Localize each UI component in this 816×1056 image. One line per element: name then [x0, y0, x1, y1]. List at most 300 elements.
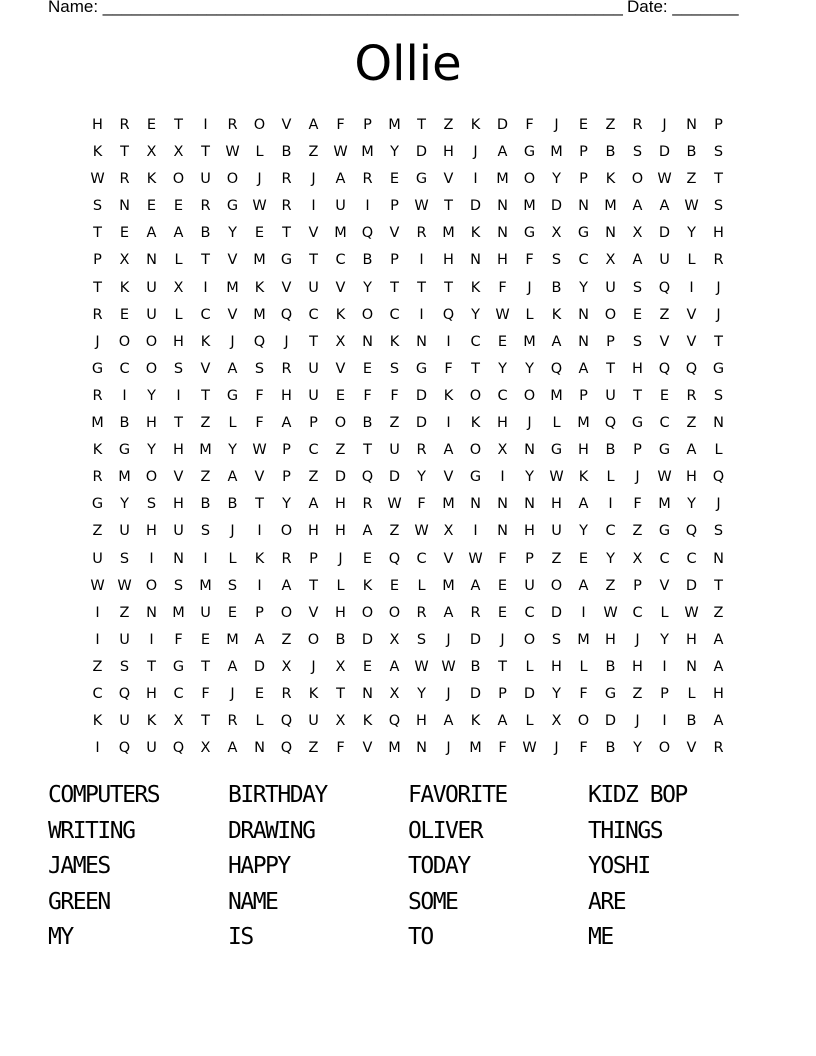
grid-letter: E — [497, 604, 508, 621]
grid-letter: R — [92, 387, 103, 404]
grid-letter: C — [686, 550, 697, 567]
grid-letter: F — [498, 279, 507, 296]
grid-letter: J — [311, 171, 316, 188]
grid-letter: I — [689, 279, 694, 296]
grid-letter: Y — [633, 740, 642, 757]
grid-letter: R — [713, 252, 724, 269]
grid-letter: A — [632, 252, 643, 269]
grid-letter: X — [443, 523, 454, 540]
grid-letter: K — [362, 577, 373, 594]
grid-letter: Y — [471, 306, 480, 323]
grid-letter: J — [635, 713, 640, 730]
grid-letter: R — [281, 171, 292, 188]
grid-letter: A — [713, 658, 724, 675]
grid-letter: M — [334, 225, 347, 242]
grid-letter: H — [146, 415, 157, 432]
grid-letter: I — [176, 387, 181, 404]
grid-letter: D — [415, 415, 428, 432]
grid-letter: T — [282, 225, 291, 242]
grid-letter: B — [686, 713, 697, 730]
grid-letter: A — [443, 442, 454, 459]
grid-letter: D — [604, 713, 617, 730]
grid-letter: X — [200, 740, 211, 757]
grid-letter: A — [497, 144, 508, 161]
grid-letter: T — [201, 713, 210, 730]
grid-letter: B — [605, 442, 616, 459]
grid-letter: P — [309, 415, 318, 432]
grid-letter: J — [554, 740, 559, 757]
grid-letter: G — [523, 144, 536, 161]
grid-row — [84, 139, 732, 166]
grid-letter: J — [635, 469, 640, 486]
grid-letter: R — [281, 198, 292, 215]
grid-letter: U — [119, 631, 130, 648]
grid-letter: T — [255, 496, 264, 513]
grid-letter: O — [469, 442, 482, 459]
grid-letter: L — [687, 252, 696, 269]
grid-letter: G — [118, 442, 131, 459]
grid-letter: Z — [92, 658, 103, 675]
grid-letter: H — [497, 415, 508, 432]
grid-letter: G — [415, 360, 428, 377]
grid-letter: V — [227, 252, 238, 269]
grid-letter: W — [90, 171, 105, 188]
grid-letter: S — [632, 144, 643, 161]
grid-letter: S — [227, 577, 238, 594]
grid-letter: B — [686, 144, 697, 161]
grid-letter: J — [554, 117, 559, 133]
grid-letter: Z — [119, 604, 130, 621]
grid-letter: O — [280, 604, 293, 621]
grid-letter: P — [255, 604, 264, 621]
grid-letter: U — [308, 713, 319, 730]
grid-letter: S — [173, 360, 184, 377]
grid-letter: V — [443, 550, 454, 567]
grid-letter: L — [336, 577, 345, 594]
grid-letter: O — [388, 604, 401, 621]
grid-letter: E — [389, 171, 400, 188]
grid-letter: B — [281, 144, 292, 161]
grid-letter: O — [145, 333, 158, 350]
grid-letter: T — [93, 279, 102, 296]
grid-letter: F — [579, 685, 588, 702]
grid-letter: E — [227, 604, 238, 621]
grid-letter: V — [659, 333, 670, 350]
grid-letter: I — [311, 198, 316, 215]
grid-letter: V — [227, 306, 238, 323]
grid-letter: M — [442, 225, 455, 242]
grid-letter: U — [308, 279, 319, 296]
grid-letter: C — [119, 360, 130, 377]
grid-letter: X — [605, 252, 616, 269]
grid-letter: T — [714, 333, 723, 350]
grid-letter: S — [92, 198, 103, 215]
grid-letter: Q — [280, 713, 293, 730]
grid-letter: A — [443, 713, 454, 730]
grid-letter: T — [201, 144, 210, 161]
grid-letter: C — [578, 252, 589, 269]
grid-letter: Q — [604, 415, 617, 432]
grid-letter: T — [147, 658, 156, 675]
grid-letter: Y — [417, 685, 426, 702]
word-list-item: WRITING — [48, 817, 135, 844]
grid-letter: I — [419, 252, 424, 269]
grid-letter: Q — [658, 360, 671, 377]
grid-letter: M — [253, 306, 266, 323]
word-list-item: OLIVER — [408, 817, 483, 844]
grid-letter: F — [498, 550, 507, 567]
grid-letter: V — [443, 171, 454, 188]
grid-letter: V — [362, 740, 373, 757]
grid-letter: S — [713, 523, 724, 540]
grid-letter: W — [603, 604, 618, 621]
grid-letter: H — [281, 387, 292, 404]
grid-letter: X — [335, 713, 346, 730]
grid-letter: L — [660, 604, 669, 621]
grid-letter: N — [686, 658, 697, 675]
grid-letter: T — [633, 387, 642, 404]
grid-letter: C — [632, 604, 643, 621]
grid-letter: V — [254, 469, 265, 486]
grid-letter: T — [120, 144, 129, 161]
word-list-item: GREEN — [48, 888, 110, 915]
grid-letter: E — [254, 225, 265, 242]
grid-row — [84, 112, 732, 139]
grid-letter: C — [605, 523, 616, 540]
grid-letter: E — [119, 306, 130, 323]
grid-letter: Z — [659, 306, 670, 323]
grid-letter: C — [308, 306, 319, 323]
grid-letter: R — [470, 604, 481, 621]
grid-letter: A — [578, 360, 589, 377]
word-list-item: COMPUTERS — [48, 782, 160, 808]
grid-letter: N — [362, 685, 373, 702]
grid-letter: A — [227, 360, 238, 377]
grid-letter: Z — [389, 523, 400, 540]
grid-letter: Y — [147, 387, 156, 404]
grid-letter: T — [336, 685, 345, 702]
grid-letter: T — [201, 387, 210, 404]
grid-letter: E — [254, 685, 265, 702]
grid-letter: M — [388, 117, 401, 133]
grid-letter: Q — [361, 469, 374, 486]
grid-letter: K — [362, 713, 373, 730]
grid-letter: E — [497, 577, 508, 594]
grid-letter: J — [311, 658, 316, 675]
grid-letter: P — [282, 469, 291, 486]
grid-letter: I — [365, 198, 370, 215]
grid-letter: L — [525, 713, 534, 730]
grid-letter: Q — [442, 306, 455, 323]
word-list-item: JAMES — [48, 853, 110, 880]
grid-letter: R — [227, 117, 238, 133]
grid-letter: T — [174, 415, 183, 432]
name-line: Name: _______________________________________________________ — [48, 0, 623, 16]
grid-letter: Y — [363, 279, 372, 296]
grid-letter: N — [146, 604, 157, 621]
grid-letter: Q — [280, 740, 293, 757]
grid-letter: K — [470, 225, 481, 242]
grid-letter: T — [471, 360, 480, 377]
grid-letter: V — [335, 360, 346, 377]
grid-letter: P — [363, 117, 372, 133]
grid-letter: D — [550, 604, 563, 621]
grid-letter: Y — [552, 685, 561, 702]
grid-letter: D — [496, 117, 509, 133]
grid-letter: H — [578, 442, 589, 459]
grid-letter: U — [605, 387, 616, 404]
grid-letter: F — [525, 252, 534, 269]
grid-letter: Z — [686, 415, 697, 432]
grid-letter: Q — [712, 469, 725, 486]
grid-letter: I — [95, 740, 100, 757]
grid-letter: F — [255, 387, 264, 404]
grid-letter: L — [579, 658, 588, 675]
grid-letter: O — [145, 360, 158, 377]
grid-letter: A — [146, 225, 157, 242]
grid-letter: E — [659, 387, 670, 404]
grid-letter: A — [173, 225, 184, 242]
grid-letter: N — [605, 225, 616, 242]
grid-letter: U — [335, 198, 346, 215]
grid-letter: T — [714, 577, 723, 594]
grid-letter: S — [632, 279, 643, 296]
grid-letter: V — [686, 333, 697, 350]
grid-letter: H — [713, 225, 724, 242]
grid-letter: J — [95, 333, 100, 350]
grid-letter: T — [201, 252, 210, 269]
grid-letter: M — [361, 144, 374, 161]
grid-letter: I — [203, 279, 208, 296]
grid-letter: C — [200, 306, 211, 323]
grid-letter: D — [469, 685, 482, 702]
grid-letter: K — [119, 279, 130, 296]
grid-letter: N — [713, 550, 724, 567]
grid-letter: T — [444, 279, 453, 296]
grid-letter: S — [254, 360, 265, 377]
grid-letter: A — [443, 604, 454, 621]
grid-letter: N — [497, 198, 508, 215]
grid-letter: O — [172, 171, 185, 188]
grid-letter: W — [387, 496, 402, 513]
grid-letter: G — [604, 685, 617, 702]
word-list-item: TODAY — [408, 853, 470, 880]
grid-letter: S — [416, 631, 427, 648]
grid-letter: I — [473, 523, 478, 540]
grid-letter: N — [578, 198, 589, 215]
grid-letter: V — [281, 279, 292, 296]
grid-letter: B — [119, 415, 130, 432]
grid-letter: J — [662, 117, 667, 133]
grid-letter: S — [551, 631, 562, 648]
grid-letter: L — [525, 306, 534, 323]
grid-letter: L — [174, 306, 183, 323]
grid-letter: J — [338, 550, 343, 567]
grid-letter: G — [550, 442, 563, 459]
grid-row — [84, 302, 732, 329]
grid-letter: K — [551, 306, 562, 323]
grid-letter: T — [201, 658, 210, 675]
grid-letter: Q — [253, 333, 266, 350]
grid-letter: E — [578, 550, 589, 567]
grid-row — [84, 437, 732, 464]
grid-letter: N — [119, 198, 130, 215]
grid-letter: T — [363, 442, 372, 459]
grid-letter: J — [230, 523, 235, 540]
grid-letter: M — [226, 631, 239, 648]
grid-row — [84, 518, 732, 545]
grid-letter: Q — [658, 279, 671, 296]
grid-letter: C — [389, 306, 400, 323]
grid-letter: Z — [335, 442, 346, 459]
grid-letter: R — [416, 604, 427, 621]
grid-letter: F — [336, 117, 345, 133]
grid-letter: E — [146, 117, 157, 133]
grid-letter: J — [230, 333, 235, 350]
grid-letter: N — [470, 496, 481, 513]
grid-letter: G — [712, 360, 725, 377]
grid-letter: U — [308, 387, 319, 404]
grid-letter: U — [119, 713, 130, 730]
grid-letter: Y — [579, 279, 588, 296]
grid-letter: C — [659, 550, 670, 567]
grid-letter: M — [496, 171, 509, 188]
grid-letter: W — [252, 442, 267, 459]
grid-letter: Q — [361, 225, 374, 242]
grid-letter: T — [417, 279, 426, 296]
grid-letter: H — [551, 658, 562, 675]
grid-letter: A — [713, 631, 724, 648]
grid-letter: N — [416, 333, 427, 350]
letter-grid — [84, 112, 732, 762]
grid-letter: W — [657, 469, 672, 486]
grid-letter: C — [308, 442, 319, 459]
grid-letter: O — [361, 604, 374, 621]
grid-letter: X — [335, 658, 346, 675]
grid-letter: A — [578, 496, 589, 513]
grid-row — [84, 193, 732, 220]
grid-letter: U — [92, 550, 103, 567]
grid-letter: N — [254, 740, 265, 757]
grid-letter: S — [146, 496, 157, 513]
grid-letter: D — [523, 685, 536, 702]
grid-letter: O — [145, 577, 158, 594]
grid-letter: O — [361, 306, 374, 323]
grid-letter: O — [253, 117, 266, 133]
grid-letter: R — [92, 306, 103, 323]
grid-letter: W — [684, 198, 699, 215]
grid-letter: G — [577, 225, 590, 242]
grid-letter: H — [551, 496, 562, 513]
grid-letter: E — [362, 550, 373, 567]
grid-letter: D — [361, 631, 374, 648]
grid-letter: K — [92, 442, 103, 459]
grid-letter: W — [441, 658, 456, 675]
grid-letter: S — [200, 523, 211, 540]
grid-letter: R — [119, 117, 130, 133]
grid-letter: Q — [280, 306, 293, 323]
grid-letter: M — [442, 577, 455, 594]
grid-letter: H — [443, 252, 454, 269]
grid-letter: V — [200, 360, 211, 377]
grid-letter: U — [146, 740, 157, 757]
grid-letter: R — [362, 171, 373, 188]
grid-letter: Y — [606, 550, 615, 567]
grid-letter: E — [362, 658, 373, 675]
grid-letter: P — [309, 550, 318, 567]
grid-letter: H — [416, 713, 427, 730]
grid-letter: Y — [282, 496, 291, 513]
grid-letter: H — [632, 360, 643, 377]
grid-letter: W — [468, 550, 483, 567]
grid-letter: Y — [147, 442, 156, 459]
grid-letter: C — [173, 685, 184, 702]
grid-letter: D — [469, 198, 482, 215]
grid-letter: O — [523, 631, 536, 648]
grid-letter: U — [389, 442, 400, 459]
grid-letter: B — [551, 279, 562, 296]
grid-letter: H — [713, 685, 724, 702]
grid-letter: Z — [308, 740, 319, 757]
grid-letter: A — [227, 740, 238, 757]
grid-letter: J — [527, 279, 532, 296]
grid-letter: J — [257, 171, 262, 188]
grid-letter: F — [174, 631, 183, 648]
grid-letter: H — [335, 496, 346, 513]
grid-letter: N — [416, 740, 427, 757]
grid-letter: N — [524, 496, 535, 513]
grid-letter: H — [92, 117, 103, 133]
grid-letter: O — [334, 415, 347, 432]
grid-letter: D — [415, 387, 428, 404]
grid-letter: T — [714, 171, 723, 188]
grid-letter: N — [524, 442, 535, 459]
grid-letter: N — [173, 550, 184, 567]
grid-letter: P — [390, 198, 399, 215]
grid-letter: U — [200, 171, 211, 188]
grid-letter: U — [308, 360, 319, 377]
grid-letter: J — [446, 631, 451, 648]
word-list-item: YOSHI — [588, 853, 650, 880]
grid-letter: F — [336, 740, 345, 757]
grid-letter: J — [500, 631, 505, 648]
grid-letter: G — [658, 442, 671, 459]
grid-letter: T — [93, 225, 102, 242]
grid-letter: O — [523, 387, 536, 404]
grid-letter: X — [335, 333, 346, 350]
grid-letter: T — [309, 577, 318, 594]
grid-letter: C — [497, 387, 508, 404]
grid-letter: R — [92, 469, 103, 486]
grid-letter: E — [632, 306, 643, 323]
grid-letter: X — [119, 252, 130, 269]
grid-letter: C — [335, 252, 346, 269]
grid-letter: K — [470, 117, 481, 133]
grid-letter: R — [416, 225, 427, 242]
grid-letter: N — [497, 225, 508, 242]
grid-letter: N — [578, 306, 589, 323]
grid-letter: X — [497, 442, 508, 459]
grid-letter: S — [551, 252, 562, 269]
grid-letter: K — [578, 469, 589, 486]
grid-letter: I — [500, 469, 505, 486]
grid-letter: R — [281, 550, 292, 567]
grid-letter: K — [200, 333, 211, 350]
grid-letter: F — [255, 415, 264, 432]
grid-letter: U — [659, 252, 670, 269]
grid-letter: O — [550, 577, 563, 594]
word-list-item: KIDZ BOP — [588, 782, 687, 808]
